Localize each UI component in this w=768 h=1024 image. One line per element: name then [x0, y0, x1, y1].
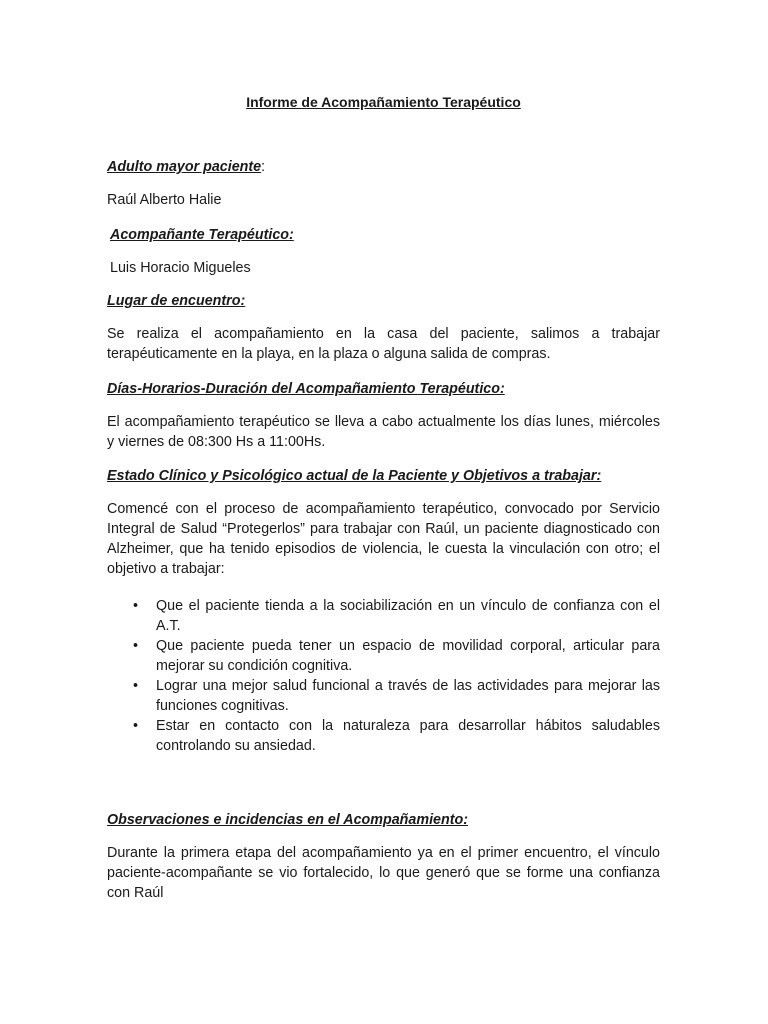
- schedule-heading: [107, 379, 505, 399]
- objective-text: Estar en contacto con la naturaleza para desarrollar hábitos saludables controlando su ansiedad.: [156, 718, 660, 754]
- bullet-icon: •: [133, 718, 139, 734]
- clinical-heading-label: Estado Clínico y Psicológico actual de la Paciente y Objetivos a trabajar:: [107, 468, 602, 484]
- schedule-text: El acompañamiento terapéutico se lleva a cabo actualmente los días lunes, miércoles y viernes de 08:300 Hs a 11:00Hs.: [107, 414, 660, 450]
- clinical-heading: [107, 466, 601, 486]
- observations-heading-label: Observaciones e incidencias en el Acompañamiento:: [107, 812, 468, 828]
- place-heading-label: Lugar de encuentro:: [107, 293, 246, 309]
- objective-text: Que el paciente tienda a la sociabilización en un vínculo de confianza con el A.T.: [156, 598, 660, 634]
- observations-text: Durante la primera etapa del acompañamiento ya en el primer encuentro, el vínculo paciente-acompañante se vio fortalecido, lo que generó que se forme una confianza con Raúl: [107, 845, 660, 901]
- objective-text: Lograr una mejor salud funcional a través de las actividades para mejorar las funciones cognitivas.: [156, 678, 660, 714]
- bullet-icon: •: [133, 598, 139, 614]
- place-text: Se realiza el acompañamiento en la casa del paciente, salimos a trabajar terapéuticamente en la playa, en la plaza o alguna salida de compras.: [107, 326, 660, 362]
- objectives-list: [107, 596, 660, 756]
- companion-heading-label: Acompañante Terapéutico:: [110, 227, 294, 243]
- patient-name: Raúl Alberto Halie: [107, 192, 222, 208]
- list-item: [107, 676, 660, 716]
- patient-heading-suffix: :: [261, 159, 266, 175]
- clinical-text: Comencé con el proceso de acompañamiento terapéutico, convocado por Servicio Integral de Salud “Protegerlos” para trabajar con Raúl, un paciente diagnosticado con Alzheimer, que ha tenido episodios de violencia, le cuesta la vinculación con otro; el objetivo a trabajar:: [107, 501, 660, 577]
- companion-name: Luis Horacio Migueles: [110, 260, 251, 276]
- patient-heading: [107, 157, 265, 177]
- place-heading: [107, 291, 245, 311]
- objective-text: Que paciente pueda tener un espacio de movilidad corporal, articular para mejorar su condición cognitiva.: [156, 638, 660, 674]
- patient-heading-label: Adulto mayor paciente: [107, 159, 262, 175]
- bullet-icon: •: [133, 638, 139, 654]
- list-item: [107, 636, 660, 676]
- observations-heading: [107, 810, 468, 830]
- schedule-heading-label: Días-Horarios-Duración del Acompañamiento Terapéutico:: [107, 381, 505, 397]
- list-item: [107, 716, 660, 756]
- list-item: [107, 596, 660, 636]
- companion-heading: [110, 225, 294, 245]
- bullet-icon: •: [133, 678, 139, 694]
- document-title: Informe de Acompañamiento Terapéutico: [246, 94, 521, 110]
